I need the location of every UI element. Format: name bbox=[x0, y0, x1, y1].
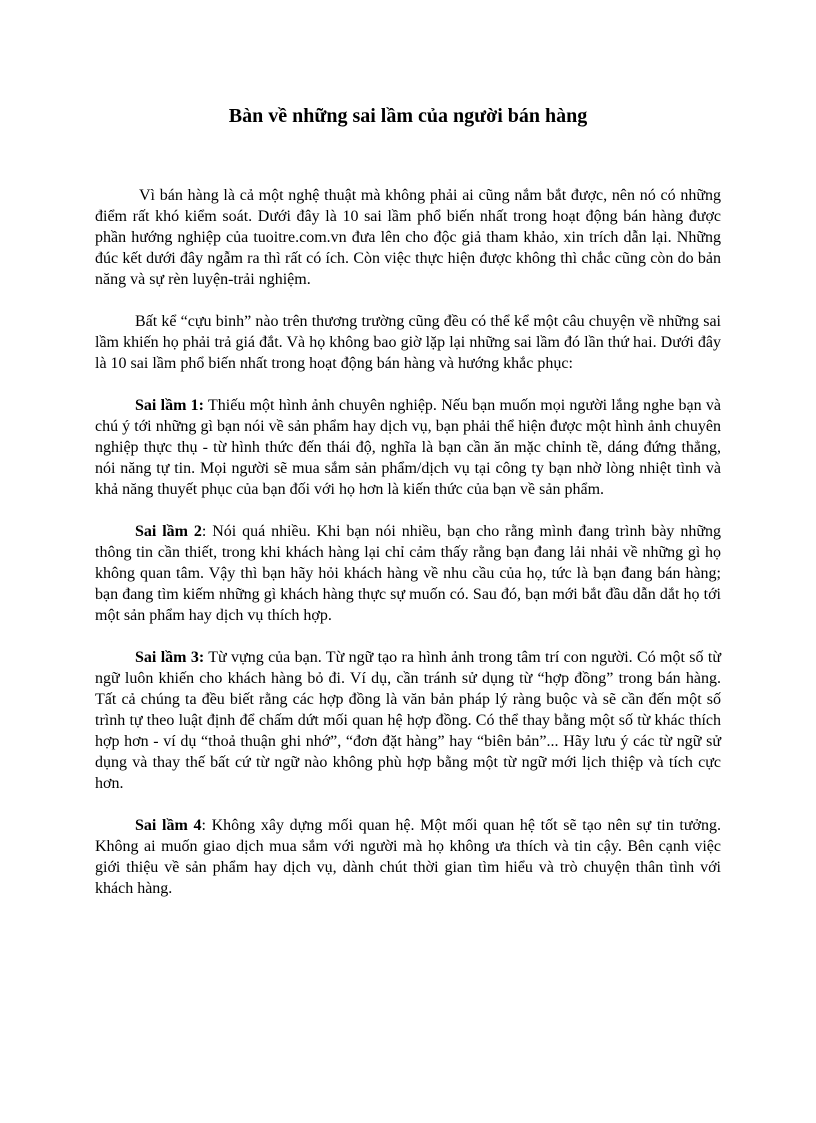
mistake-label: Sai lầm 2 bbox=[135, 523, 202, 540]
mistake-text: : Không xây dựng mối quan hệ. Một mối quan hệ tốt sẽ tạo nên sự tin tưởng. Không ai muốn giao dịch mua sắm với người mà họ không ưa thích và tin cậy. Bên cạnh việc giới thiệu về sản phẩm hay dịch vụ, dành chút thời gian tìm hiểu và trò chuyện thân tình với khách hàng. bbox=[95, 817, 721, 897]
intro-paragraph-2: Bất kể “cựu binh” nào trên thương trường cũng đều có thể kể một câu chuyện về những sai lầm khiến họ phải trả giá đắt. Và họ không bao giờ lặp lại những sai lầm đó lần thứ hai. Dưới đây là 10 sai lầm phổ biến nhất trong hoạt động bán hàng và hướng khắc phục: bbox=[95, 313, 721, 372]
document-body bbox=[95, 185, 721, 920]
intro-paragraph-1: Vì bán hàng là cả một nghệ thuật mà không phải ai cũng nắm bắt được, nên nó có những điểm rất khó kiểm soát. Dưới đây là 10 sai lầm phổ biến nhất trong hoạt động bán hàng được phần hướng nghiệp của tuoitre.com.vn đưa lên cho độc giả tham khảo, xin trích dẫn lại. Những đúc kết dưới đây ngẫm ra thì rất có ích. Còn việc thực hiện được không thì chắc cũng còn do bản năng và sự rèn luyện-trải nghiệm. bbox=[95, 187, 721, 288]
mistake-label: Sai lầm 1: bbox=[135, 397, 205, 414]
mistake-text: Từ vựng của bạn. Từ ngữ tạo ra hình ảnh trong tâm trí con người. Có một số từ ngữ luôn khiến cho khách hàng bỏ đi. Ví dụ, cần tránh sử dụng từ “hợp đồng” trong bán hàng. Tất cả chúng ta đều biết rằng các hợp đồng là văn bản pháp lý ràng buộc và sẽ cần đến một số trình tự theo luật định để chấm dứt mối quan hệ hợp đồng. Có thể thay bằng một số từ khác thích hợp hơn - ví dụ “thoả thuận ghi nhớ”, “đơn đặt hàng” hay “biên bản”... Hãy lưu ý các từ ngữ sử dụng và thay thế bất cứ từ ngữ nào không phù hợp bằng một từ ngữ mới lịch thiệp và tích cực hơn. bbox=[95, 649, 721, 792]
mistake-paragraph-4 bbox=[95, 815, 721, 899]
mistake-label: Sai lầm 3: bbox=[135, 649, 205, 666]
mistake-paragraph-1 bbox=[95, 395, 721, 500]
mistake-text: Thiếu một hình ảnh chuyên nghiệp. Nếu bạn muốn mọi người lắng nghe bạn và chú ý tới những gì bạn nói về sản phẩm hay dịch vụ, bạn phải thể hiện được một hình ảnh chuyên nghiệp thực thụ - từ hình thức đến thái độ, nghĩa là bạn cần ăn mặc chỉnh tề, dáng đứng thẳng, nói năng tự tin. Mọi người sẽ mua sắm sản phẩm/dịch vụ tại công ty bạn nhờ lòng nhiệt tình và khả năng thuyết phục của bạn đối với họ hơn là kiến thức của bạn về sản phẩm. bbox=[95, 397, 721, 498]
mistake-label: Sai lầm 4 bbox=[135, 817, 202, 834]
page-title: Bàn về những sai lầm của người bán hàng bbox=[228, 105, 588, 127]
mistake-paragraph-2 bbox=[95, 521, 721, 626]
mistake-paragraph-3 bbox=[95, 647, 721, 794]
mistake-text: : Nói quá nhiều. Khi bạn nói nhiều, bạn cho rằng mình đang trình bày những thông tin cần thiết, trong khi khách hàng lại chỉ cảm thấy rằng bạn đang lải nhải về những gì họ không quan tâm. Vậy thì bạn hãy hỏi khách hàng về nhu cầu của họ, tức là bạn đang bán hàng; bạn đang tìm kiếm những gì khách hàng thực sự muốn có. Sau đó, bạn mới bắt đầu dẫn dắt họ tới một sản phẩm hay dịch vụ thích hợp. bbox=[95, 523, 721, 624]
